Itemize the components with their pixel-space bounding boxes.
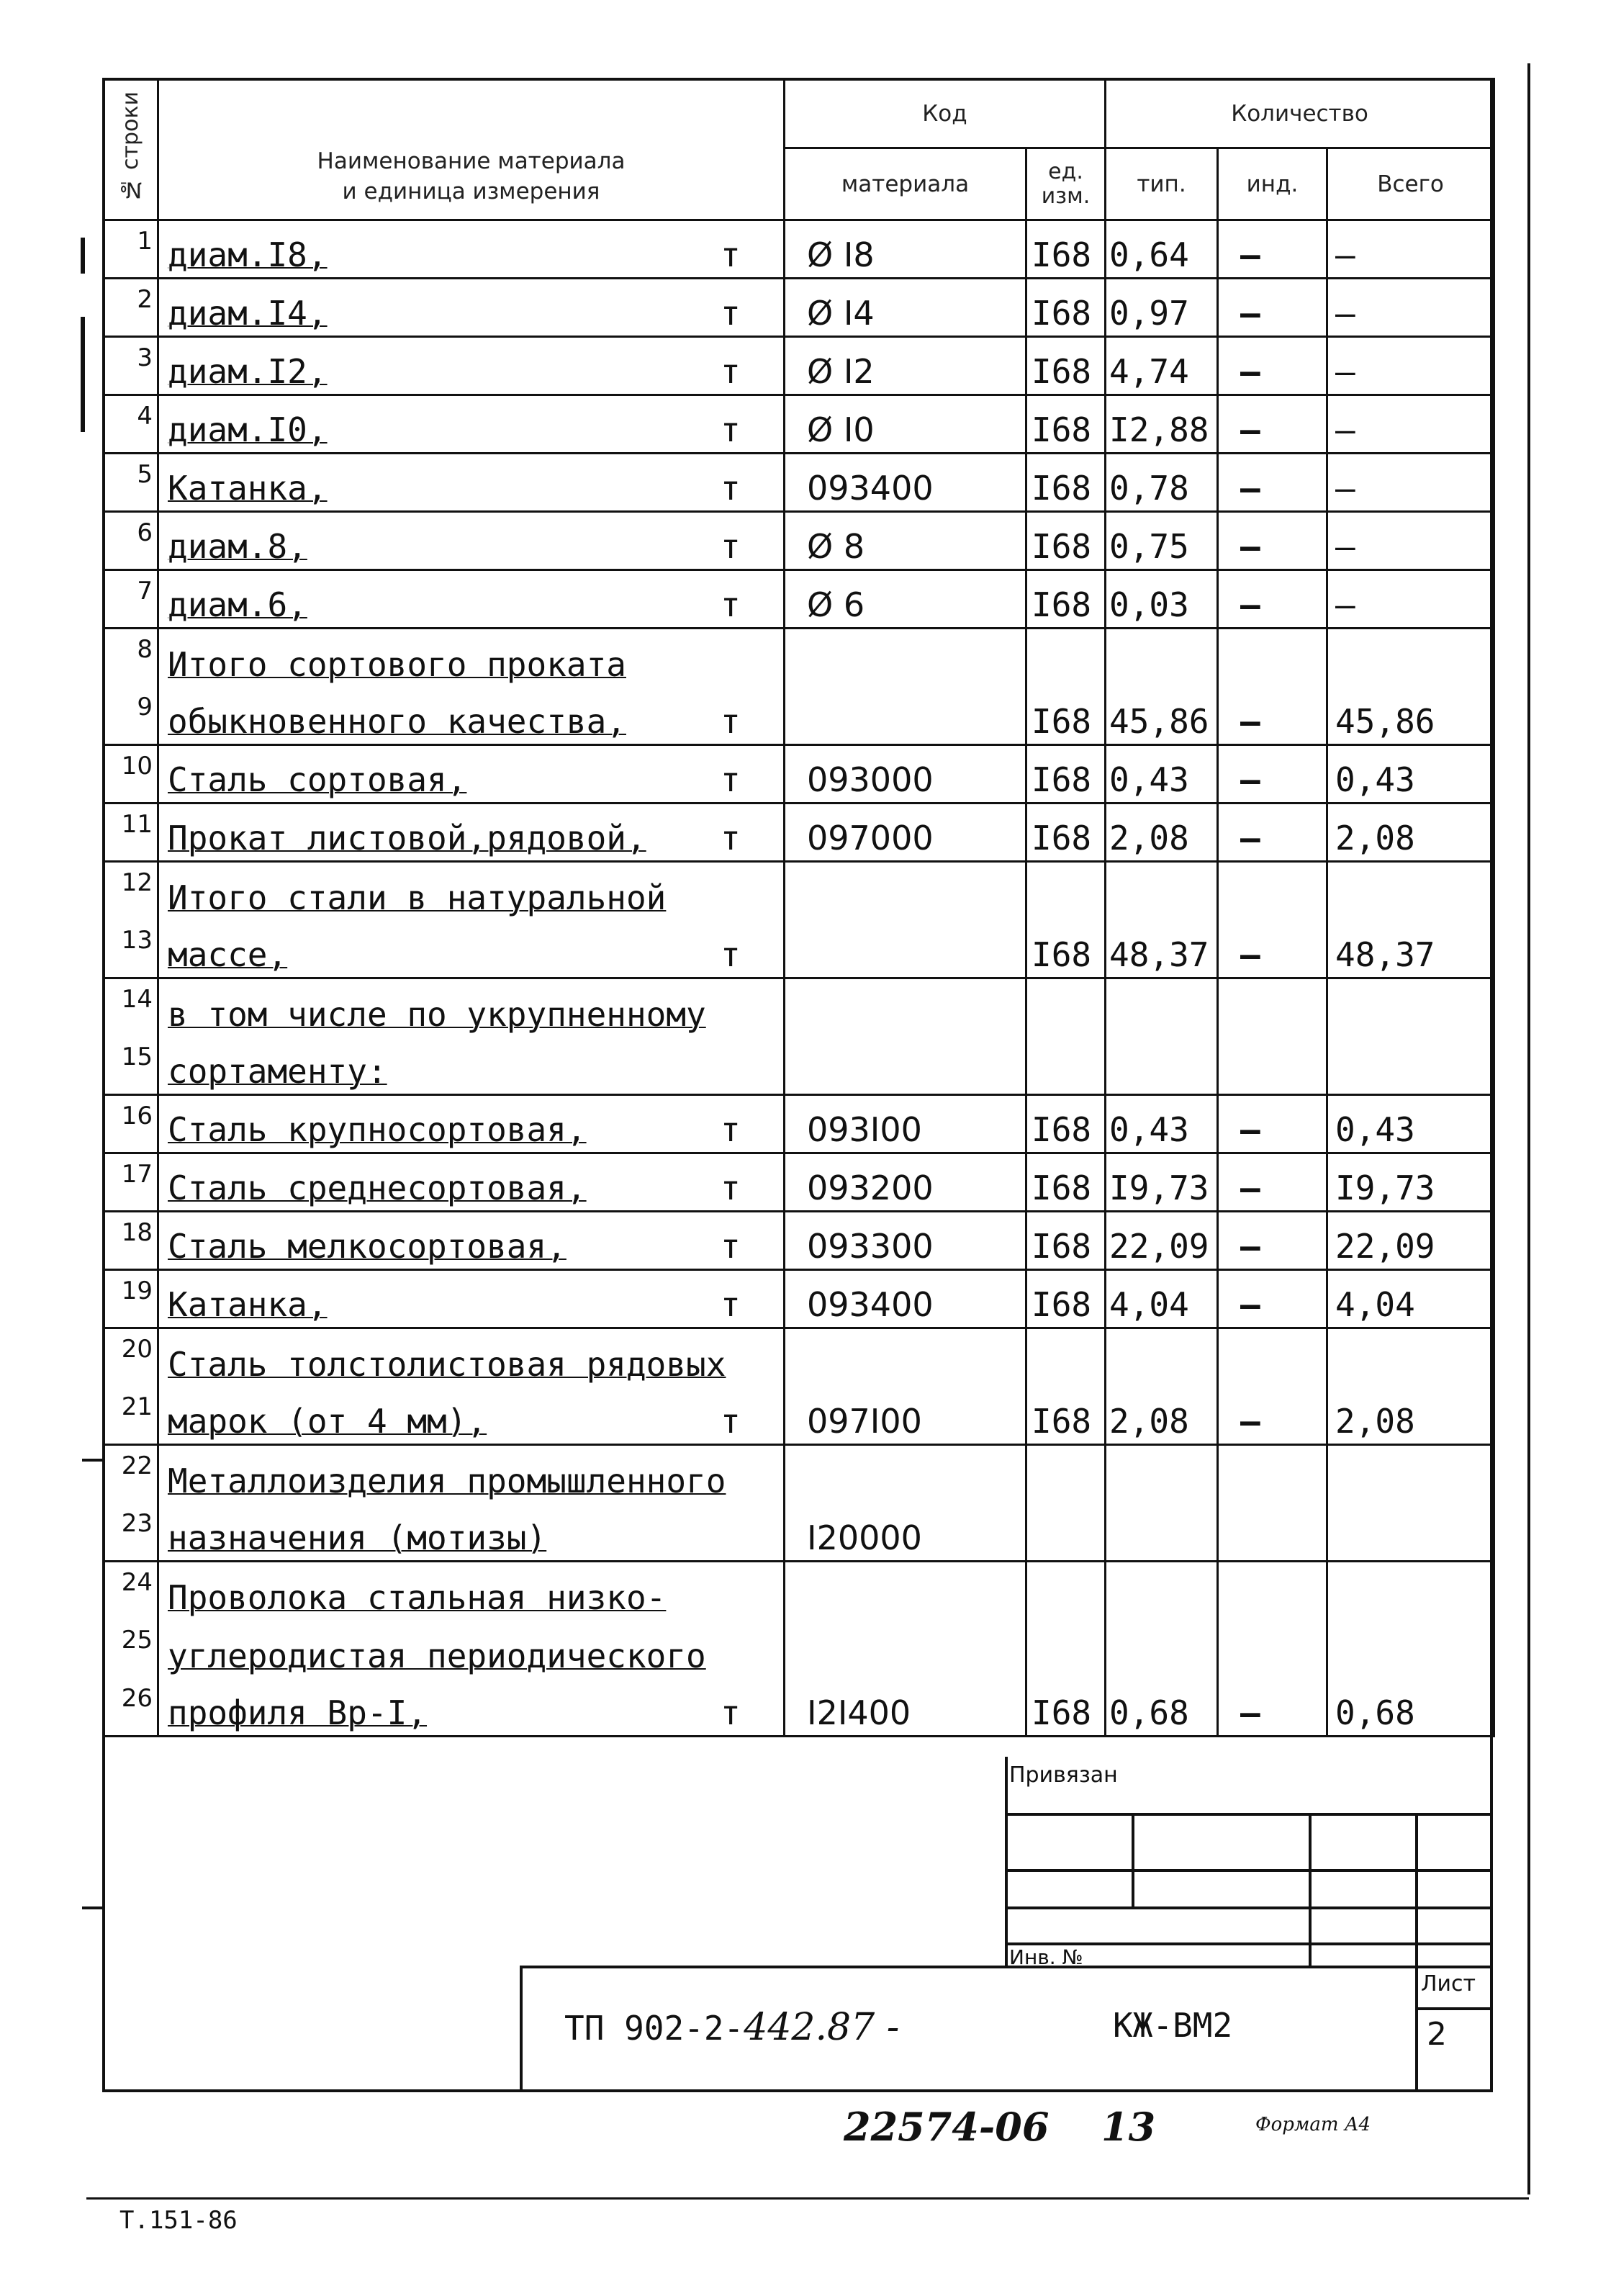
measure-unit: т (721, 1285, 741, 1324)
material-name (158, 1445, 785, 1503)
material-name-text: диам.I2, (168, 352, 328, 391)
quantity-typ: 48,37 (1106, 920, 1218, 978)
quantity-typ: 0,75 (1106, 512, 1218, 570)
material-name-text: Проволока стальная низко- (168, 1577, 667, 1617)
quantity-total: – (1327, 570, 1494, 629)
quantity-ind: – (1218, 687, 1327, 745)
row-number: 9 (104, 687, 158, 745)
order-number: 22574-06 (844, 2104, 1050, 2150)
quantity-ind: – (1218, 512, 1327, 570)
unit-code: I68 (1026, 220, 1106, 279)
unit-code: I68 (1026, 1153, 1106, 1212)
tb-col-line (1132, 1813, 1134, 1906)
quantity-ind: – (1218, 1212, 1327, 1270)
unit-code (1026, 1503, 1106, 1562)
quantity-typ: 0,68 (1106, 1678, 1218, 1737)
row-number: 5 (104, 454, 158, 512)
material-code: 093400 (785, 454, 1026, 512)
row-number: 4 (104, 395, 158, 454)
measure-unit: т (721, 527, 741, 566)
unit-code (1026, 1328, 1106, 1387)
quantity-total: – (1327, 512, 1494, 570)
quantity-typ: 45,86 (1106, 687, 1218, 745)
unit-code: I68 (1026, 337, 1106, 395)
row-number: 6 (104, 512, 158, 570)
measure-unit: т (721, 469, 741, 508)
tb-stamp-top (520, 1966, 1493, 1968)
sheet-label: Лист (1421, 1971, 1476, 1996)
quantity-ind: – (1218, 395, 1327, 454)
table-row (104, 920, 1494, 978)
material-code: 093200 (785, 1153, 1026, 1212)
quantity-typ: I9,73 (1106, 1153, 1218, 1212)
material-code: Ø 6 (785, 570, 1026, 629)
quantity-ind (1218, 1445, 1327, 1503)
quantity-total: 22,09 (1327, 1212, 1494, 1270)
material-name (158, 803, 785, 862)
quantity-typ: I2,88 (1106, 395, 1218, 454)
measure-unit: т (721, 1227, 741, 1266)
material-name (158, 920, 785, 978)
material-name (158, 1503, 785, 1562)
quantity-total: 0,68 (1327, 1678, 1494, 1737)
table-row (104, 454, 1494, 512)
row-number: 21 (104, 1387, 158, 1445)
quantity-total (1327, 1037, 1494, 1095)
material-code: Ø I0 (785, 395, 1026, 454)
quantity-typ: 0,43 (1106, 1095, 1218, 1153)
table-row (104, 1678, 1494, 1737)
quantity-typ (1106, 1503, 1218, 1562)
quantity-ind: – (1218, 803, 1327, 862)
margin-mark (81, 238, 85, 274)
row-number: 2 (104, 279, 158, 337)
quantity-ind: – (1218, 454, 1327, 512)
measure-unit: т (721, 1169, 741, 1207)
material-name (158, 395, 785, 454)
material-name-text: Катанка, (168, 469, 328, 508)
quantity-typ (1106, 1620, 1218, 1678)
measure-unit: т (721, 294, 741, 333)
table-row (104, 862, 1494, 920)
material-code (785, 1562, 1026, 1620)
quantity-total (1327, 978, 1494, 1037)
quantity-ind (1218, 1037, 1327, 1095)
header-row-number: № строки (104, 79, 158, 220)
quantity-ind: – (1218, 337, 1327, 395)
header-code-unit: ед. изм. (1026, 148, 1106, 220)
row-number: 11 (104, 803, 158, 862)
table-row (104, 1387, 1494, 1445)
material-name-text: назначения (мотизы) (168, 1518, 547, 1557)
document-code: КЖ-ВМ2 (1113, 2006, 1233, 2045)
quantity-total: 0,43 (1327, 1095, 1494, 1153)
quantity-typ (1106, 862, 1218, 920)
material-name (158, 687, 785, 745)
material-code: 097000 (785, 803, 1026, 862)
right-edge-line (1527, 63, 1530, 2194)
quantity-typ: 2,08 (1106, 803, 1218, 862)
measure-unit: т (721, 1110, 741, 1149)
material-name (158, 1153, 785, 1212)
table-row (104, 1445, 1494, 1503)
unit-code: I68 (1026, 279, 1106, 337)
quantity-typ: 0,43 (1106, 745, 1218, 803)
header-qty-total: Всего (1327, 148, 1494, 220)
measure-unit: т (721, 935, 741, 974)
quantity-typ: 22,09 (1106, 1212, 1218, 1270)
material-name (158, 1095, 785, 1153)
header-quantity: Количество (1106, 79, 1494, 148)
header-code-material: материала (785, 148, 1026, 220)
margin-mark (82, 1906, 104, 1909)
unit-code (1026, 862, 1106, 920)
tb-row-line (1005, 1869, 1493, 1872)
quantity-ind (1218, 1620, 1327, 1678)
material-code (785, 1620, 1026, 1678)
table-row (104, 1153, 1494, 1212)
quantity-typ (1106, 1328, 1218, 1387)
material-name (158, 279, 785, 337)
quantity-typ: 2,08 (1106, 1387, 1218, 1445)
material-name (158, 454, 785, 512)
measure-unit: т (721, 819, 741, 857)
table-row (104, 1620, 1494, 1678)
unit-code (1026, 978, 1106, 1037)
material-code: Ø I4 (785, 279, 1026, 337)
footer-rule (86, 2197, 1529, 2200)
quantity-typ: 0,78 (1106, 454, 1218, 512)
table-row (104, 745, 1494, 803)
row-number: 24 (104, 1562, 158, 1620)
quantity-typ (1106, 1037, 1218, 1095)
row-number: 23 (104, 1503, 158, 1562)
quantity-ind: – (1218, 220, 1327, 279)
unit-code (1026, 1445, 1106, 1503)
material-name (158, 337, 785, 395)
material-name (158, 1037, 785, 1095)
unit-code (1026, 629, 1106, 687)
quantity-ind (1218, 978, 1327, 1037)
material-code: 093000 (785, 745, 1026, 803)
quantity-total: – (1327, 279, 1494, 337)
measure-unit: т (721, 1402, 741, 1441)
table-row (104, 1037, 1494, 1095)
material-name-text: сортаменту: (168, 1052, 387, 1091)
header-qty-ind: инд. (1218, 148, 1327, 220)
quantity-total (1327, 1445, 1494, 1503)
table-row (104, 1212, 1494, 1270)
material-name (158, 1212, 785, 1270)
tb-col-line (1309, 1813, 1312, 1967)
unit-code: I68 (1026, 1270, 1106, 1328)
material-code: 093300 (785, 1212, 1026, 1270)
quantity-total: 4,04 (1327, 1270, 1494, 1328)
material-name-text: диам.6, (168, 585, 307, 624)
quantity-total: 45,86 (1327, 687, 1494, 745)
unit-code: I68 (1026, 454, 1106, 512)
unit-code: I68 (1026, 1387, 1106, 1445)
material-name-text: марок (от 4 мм), (168, 1402, 487, 1441)
material-name-text: массе, (168, 935, 288, 974)
quantity-total: – (1327, 395, 1494, 454)
material-name (158, 745, 785, 803)
privyazan-label: Привязан (1009, 1762, 1118, 1788)
quantity-ind: – (1218, 570, 1327, 629)
unit-code: I68 (1026, 803, 1106, 862)
measure-unit: т (721, 585, 741, 624)
row-number: 16 (104, 1095, 158, 1153)
tb-col-line (1415, 1813, 1418, 2092)
material-name-text: Сталь крупносортовая, (168, 1110, 587, 1149)
table-row (104, 220, 1494, 279)
material-name-text: Итого сортового проката (168, 644, 626, 684)
quantity-ind (1218, 862, 1327, 920)
unit-code (1026, 1037, 1106, 1095)
quantity-ind: – (1218, 279, 1327, 337)
row-number: 18 (104, 1212, 158, 1270)
row-number: 22 (104, 1445, 158, 1503)
material-code: Ø 8 (785, 512, 1026, 570)
material-code (785, 1037, 1026, 1095)
tb-row-line (1005, 1906, 1493, 1909)
unit-code: I68 (1026, 920, 1106, 978)
quantity-total: – (1327, 220, 1494, 279)
unit-code: I68 (1026, 395, 1106, 454)
document-designation: ТП 902-2-442.87 - (564, 2006, 900, 2049)
quantity-ind: – (1218, 920, 1327, 978)
tb-stamp-left (520, 1966, 523, 2092)
row-number: 1 (104, 220, 158, 279)
unit-code: I68 (1026, 512, 1106, 570)
table-row (104, 1562, 1494, 1620)
material-code (785, 629, 1026, 687)
header-material-name: Наименование материала и единица измерения (158, 79, 785, 220)
quantity-typ: 4,74 (1106, 337, 1218, 395)
material-name-text: диам.I0, (168, 410, 328, 449)
measure-unit: т (721, 235, 741, 274)
quantity-total (1327, 862, 1494, 920)
quantity-ind: – (1218, 1678, 1327, 1737)
measure-unit: т (721, 702, 741, 741)
row-number: 14 (104, 978, 158, 1037)
measure-unit: т (721, 352, 741, 391)
material-name-text: Сталь сортовая, (168, 760, 467, 799)
row-number: 26 (104, 1678, 158, 1737)
material-name-text: Металлоизделия промышленного (168, 1461, 726, 1500)
table-row (104, 1328, 1494, 1387)
material-name-text: Сталь среднесортовая, (168, 1169, 587, 1207)
quantity-ind: – (1218, 1095, 1327, 1153)
quantity-typ (1106, 1445, 1218, 1503)
material-code: I20000 (785, 1503, 1026, 1562)
margin-mark (81, 317, 85, 432)
quantity-total: 2,08 (1327, 1387, 1494, 1445)
page-number-handwritten: 13 (1101, 2104, 1156, 2150)
form-code: Т.151-86 (119, 2206, 238, 2235)
row-number: 8 (104, 629, 158, 687)
tb-sheet-line (1415, 2007, 1493, 2010)
material-name-text: обыкновенного качества, (168, 702, 626, 741)
table-row (104, 279, 1494, 337)
quantity-ind: – (1218, 745, 1327, 803)
quantity-ind (1218, 1328, 1327, 1387)
material-name (158, 1562, 785, 1620)
material-name-text: углеродистая периодического (168, 1636, 706, 1675)
quantity-typ (1106, 1562, 1218, 1620)
format-label: Формат А4 (1255, 2114, 1371, 2135)
quantity-ind: – (1218, 1387, 1327, 1445)
quantity-total (1327, 1620, 1494, 1678)
table-row (104, 978, 1494, 1037)
material-name-text: диам.I4, (168, 294, 328, 333)
row-number: 25 (104, 1620, 158, 1678)
unit-code: I68 (1026, 570, 1106, 629)
material-code (785, 920, 1026, 978)
measure-unit: т (721, 410, 741, 449)
material-code (785, 1445, 1026, 1503)
quantity-typ: 0,97 (1106, 279, 1218, 337)
table-row (104, 803, 1494, 862)
material-name (158, 512, 785, 570)
quantity-ind (1218, 1562, 1327, 1620)
row-number: 10 (104, 745, 158, 803)
material-name (158, 220, 785, 279)
unit-code: I68 (1026, 687, 1106, 745)
material-name (158, 1328, 785, 1387)
material-name (158, 629, 785, 687)
material-name-text: диам.8, (168, 527, 307, 566)
quantity-total: 48,37 (1327, 920, 1494, 978)
quantity-ind: – (1218, 1153, 1327, 1212)
margin-mark (82, 1459, 104, 1462)
row-number: 19 (104, 1270, 158, 1328)
quantity-typ (1106, 978, 1218, 1037)
material-name-text: в том числе по укрупненному (168, 994, 706, 1034)
material-code: 093I00 (785, 1095, 1026, 1153)
material-name (158, 978, 785, 1037)
unit-code: I68 (1026, 745, 1106, 803)
quantity-total: – (1327, 337, 1494, 395)
table-row (104, 395, 1494, 454)
row-number: 17 (104, 1153, 158, 1212)
material-code: 097I00 (785, 1387, 1026, 1445)
specification-table (102, 78, 1495, 1737)
material-code: I2I400 (785, 1678, 1026, 1737)
material-name-text: Итого стали в натуральной (168, 878, 667, 917)
quantity-typ: 0,64 (1106, 220, 1218, 279)
unit-code (1026, 1620, 1106, 1678)
quantity-total: I9,73 (1327, 1153, 1494, 1212)
unit-code: I68 (1026, 1678, 1106, 1737)
inv-number-label: Инв. № (1009, 1945, 1083, 1969)
material-name (158, 1678, 785, 1737)
material-code: Ø I2 (785, 337, 1026, 395)
material-name (158, 570, 785, 629)
quantity-total: 0,43 (1327, 745, 1494, 803)
material-name (158, 1387, 785, 1445)
row-number: 3 (104, 337, 158, 395)
row-number: 15 (104, 1037, 158, 1095)
material-name-text: Прокат листовой,рядовой, (168, 819, 646, 857)
quantity-total (1327, 1328, 1494, 1387)
quantity-typ: 0,03 (1106, 570, 1218, 629)
measure-unit: т (721, 1693, 741, 1732)
tb-left-vertical (1005, 1757, 1008, 1967)
unit-code: I68 (1026, 1095, 1106, 1153)
table-row (104, 1095, 1494, 1153)
unit-code (1026, 1562, 1106, 1620)
tb-row-line (1005, 1813, 1493, 1816)
quantity-total (1327, 1503, 1494, 1562)
material-name-text: Сталь мелкосортовая, (168, 1227, 566, 1266)
material-name-text: профиля Вр-I, (168, 1693, 428, 1732)
quantity-ind (1218, 1503, 1327, 1562)
table-row (104, 512, 1494, 570)
table-row (104, 687, 1494, 745)
material-name (158, 1270, 785, 1328)
row-number: 20 (104, 1328, 158, 1387)
quantity-typ: 4,04 (1106, 1270, 1218, 1328)
quantity-ind: – (1218, 1270, 1327, 1328)
material-name (158, 1620, 785, 1678)
row-number: 12 (104, 862, 158, 920)
quantity-total (1327, 1562, 1494, 1620)
quantity-total (1327, 629, 1494, 687)
quantity-total: 2,08 (1327, 803, 1494, 862)
quantity-total: – (1327, 454, 1494, 512)
material-code (785, 978, 1026, 1037)
material-name-text: Сталь толстолистовая рядовых (168, 1344, 726, 1384)
table-row (104, 1270, 1494, 1328)
material-code (785, 687, 1026, 745)
table-row (104, 337, 1494, 395)
table-row (104, 629, 1494, 687)
quantity-typ (1106, 629, 1218, 687)
material-name-text: диам.I8, (168, 235, 328, 274)
material-name (158, 862, 785, 920)
material-code (785, 862, 1026, 920)
material-code: Ø I8 (785, 220, 1026, 279)
header-code: Код (785, 79, 1106, 148)
material-code: 093400 (785, 1270, 1026, 1328)
table-row (104, 1503, 1494, 1562)
sheet-number: 2 (1427, 2016, 1447, 2053)
material-name-text: Катанка, (168, 1285, 328, 1324)
quantity-ind (1218, 629, 1327, 687)
measure-unit: т (721, 760, 741, 799)
table-row (104, 570, 1494, 629)
row-number: 13 (104, 920, 158, 978)
header-qty-typ: тип. (1106, 148, 1218, 220)
unit-code: I68 (1026, 1212, 1106, 1270)
material-code (785, 1328, 1026, 1387)
row-number: 7 (104, 570, 158, 629)
